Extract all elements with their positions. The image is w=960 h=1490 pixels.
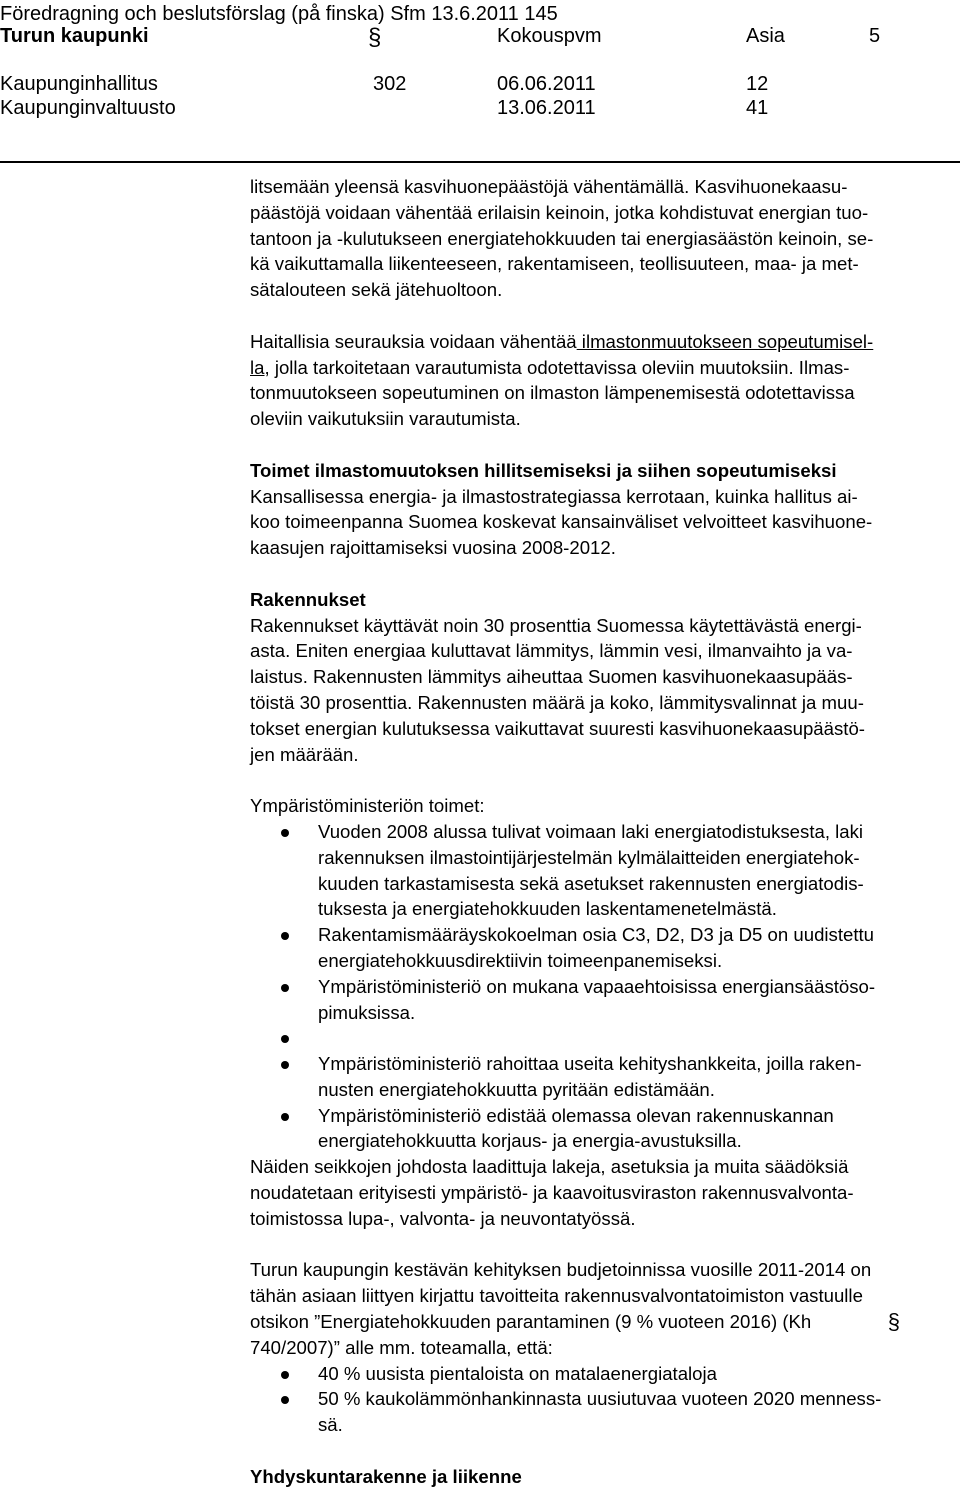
text-fragment: , jolla tarkoitetaan varautumista odotettavissa oleviin muutoksiin. Ilmas-	[264, 356, 850, 378]
text-line: tähän asiaan liittyen kirjattu tavoitteita rakennusvalvontatoimiston vastuulle	[250, 1285, 863, 1307]
header-asia-num: 41	[746, 97, 769, 119]
ministry-actions-list	[250, 819, 958, 1154]
text-line: Vuoden 2008 alussa tulivat voimaan laki energiatodistuksesta, laki	[318, 820, 864, 842]
text-line: toimistossa lupa-, valvonta- ja neuvontatyössä.	[250, 1207, 636, 1229]
list-item	[250, 974, 958, 1026]
underlined-term: ilmastonmuutokseen sopeutumisel-	[576, 330, 874, 352]
text-line: tuksesta ja energiatehokkuuden laskentamenetelmästä.	[318, 898, 777, 920]
bullet-icon	[281, 984, 289, 992]
list-item	[250, 819, 958, 922]
text-line: 50 % kaukolämmönhankinnasta uusiutuvaa vuoteen 2020 menness-	[318, 1388, 882, 1410]
document-body	[250, 174, 958, 1490]
text-line: rakennuksen ilmastointijärjestelmän kylmälaitteiden energiatehok-	[318, 846, 860, 868]
text-line: Rakentamismääräyskokoelman osia C3, D2, D3 ja D5 on uudistettu	[318, 924, 875, 946]
text-line: nusten energiatehokkuutta pyritään edistämään.	[318, 1078, 715, 1100]
text-line: tonmuutokseen sopeutuminen on ilmaston lämpenemisestä odotettavissa	[250, 382, 855, 404]
list-item	[250, 1361, 958, 1387]
text-line: sä.	[318, 1414, 343, 1436]
section-sign-icon: §	[368, 24, 382, 51]
ministry-actions-heading: Ympäristöministeriön toimet:	[250, 795, 485, 817]
header-date: 13.06.2011	[497, 97, 596, 119]
text-line: sätalouteen sekä jätehuoltoon.	[250, 279, 503, 301]
text-line: Näiden seikkojen johdosta laadittuja lakeja, asetuksia ja muita säädöksiä	[250, 1156, 849, 1178]
header-page-number: 5	[869, 25, 881, 47]
bullet-icon	[281, 829, 289, 837]
text-line: 740/2007)” alle mm. toteamalla, että:	[250, 1336, 553, 1358]
text-fragment: otsikon ”Energiatehokkuuden parantaminen (9 % vuoteen 2016) (Kh	[250, 1311, 812, 1333]
text-line	[250, 1309, 958, 1335]
text-line: töistä 30 prosenttia. Rakennusten määrä ja koko, lämmitysvalinnat ja muu-	[250, 691, 864, 713]
section-sign-icon: §	[887, 1309, 900, 1335]
text-line	[250, 329, 958, 355]
list-item	[250, 1051, 958, 1103]
section-heading: Toimet ilmastomuutoksen hillitsemiseksi ja siihen sopeutumiseksi	[250, 459, 837, 481]
header-col-asia: Asia	[746, 25, 785, 47]
text-line: Ympäristöministeriö rahoittaa useita kehityshankkeita, joilla raken-	[318, 1053, 862, 1075]
bullet-icon	[281, 1371, 289, 1379]
list-item	[250, 922, 958, 974]
text-line: jen määrään.	[250, 743, 359, 765]
text-line: litsemään yleensä kasvihuonepäästöjä vähentämällä. Kasvihuonekaasu-	[250, 176, 848, 197]
text-fragment: Haitallisia seurauksia voidaan vähentää	[250, 330, 577, 352]
header-date: 06.06.2011	[497, 73, 596, 95]
text-line: energiatehokkuusdirektiivin toimeenpanemiseksi.	[318, 949, 723, 971]
list-item	[250, 1103, 958, 1155]
paragraph-emissions	[250, 174, 958, 303]
bullet-icon	[281, 1061, 289, 1069]
text-line: Ympäristöministeriö edistää olemassa olevan rakennuskannan	[318, 1104, 834, 1126]
list-item	[250, 1386, 958, 1438]
text-line: Kansallisessa energia- ja ilmastostrategiassa kerrotaan, kuinka hallitus ai-	[250, 485, 858, 507]
bullet-icon	[281, 1113, 289, 1121]
paragraph-budget	[250, 1257, 958, 1360]
header-divider	[0, 161, 960, 163]
text-line: laistus. Rakennusten lämmitys aiheuttaa Suomen kasvihuonekaasupääs-	[250, 666, 853, 688]
header-doc-type: Kokouspvm	[497, 25, 602, 47]
text-line: energiatehokkuutta korjaus- ja energia-avustuksilla.	[318, 1130, 742, 1152]
header-meeting-ref: Föredragning och beslutsförslag (på finska) Sfm 13.6.2011 145	[0, 3, 558, 25]
header-body-name: Kaupunginvaltuusto	[0, 97, 176, 119]
section-heading: Rakennukset	[250, 588, 366, 610]
header-asia-num: 12	[746, 73, 769, 95]
text-line: tokset energian kulutuksessa vaikuttavat suuresti kasvihuonekaasupäästö-	[250, 717, 865, 739]
bullet-icon	[281, 932, 289, 940]
header-org: Turun kaupunki	[0, 25, 149, 47]
list-item-empty	[250, 1025, 958, 1051]
text-line: oleviin vaikutuksiin varautumista.	[250, 408, 521, 430]
text-line: asta. Eniten energiaa kuluttavat lämmitys, lämmin vesi, ilmanvaihto ja va-	[250, 640, 853, 662]
text-line: kuuden tarkastamisesta sekä asetukset rakennusten energiatodis-	[318, 872, 864, 894]
paragraph-buildings	[250, 613, 958, 768]
text-line	[250, 355, 958, 381]
text-line: Turun kaupungin kestävän kehityksen budjetoinnissa vuosille 2011-2014 on	[250, 1259, 872, 1281]
paragraph-national-strategy	[250, 484, 958, 561]
bullet-icon	[281, 1035, 289, 1043]
text-line: koo toimeenpanna Suomea koskevat kansainväliset velvoitteet kasvihuone-	[250, 511, 873, 533]
header-item-num: 302	[373, 73, 407, 95]
header-line-2	[0, 24, 960, 51]
text-line: pimuksissa.	[318, 1001, 416, 1023]
bullet-icon	[281, 1396, 289, 1404]
paragraph-adaptation	[250, 329, 958, 432]
budget-targets-list	[250, 1361, 958, 1438]
text-line: kaasujen rajoittamiseksi vuosina 2008-2012.	[250, 537, 616, 559]
text-line: Ympäristöministeriö on mukana vapaaehtoisissa energiansäästöso-	[318, 975, 876, 997]
text-line: Rakennukset käyttävät noin 30 prosenttia Suomessa käytettävästä energi-	[250, 614, 862, 636]
header-row-kaupunginhallitus	[0, 72, 960, 96]
header-body-name: Kaupunginhallitus	[0, 73, 158, 95]
text-line: noudatetaan erityisesti ympäristö- ja kaavoitusviraston rakennusvalvonta-	[250, 1182, 854, 1204]
paragraph-regulations	[250, 1154, 958, 1231]
text-line: kä vaikuttamalla liikenteeseen, rakentamiseen, teollisuuteen, maa- ja met-	[250, 253, 859, 275]
header-row-kaupunginvaltuusto	[0, 96, 960, 120]
text-line: päästöjä voidaan vähentää erilaisin keinoin, jotka kohdistuvat energian tuo-	[250, 201, 869, 223]
text-line: tantoon ja -kulutukseen energiatehokkuuden tai energiasäästön keinoin, se-	[250, 227, 874, 249]
text-line: 40 % uusista pientaloista on matalaenergiataloja	[318, 1362, 717, 1384]
underlined-term: la	[250, 356, 265, 378]
section-heading: Yhdyskuntarakenne ja liikenne	[250, 1465, 522, 1487]
